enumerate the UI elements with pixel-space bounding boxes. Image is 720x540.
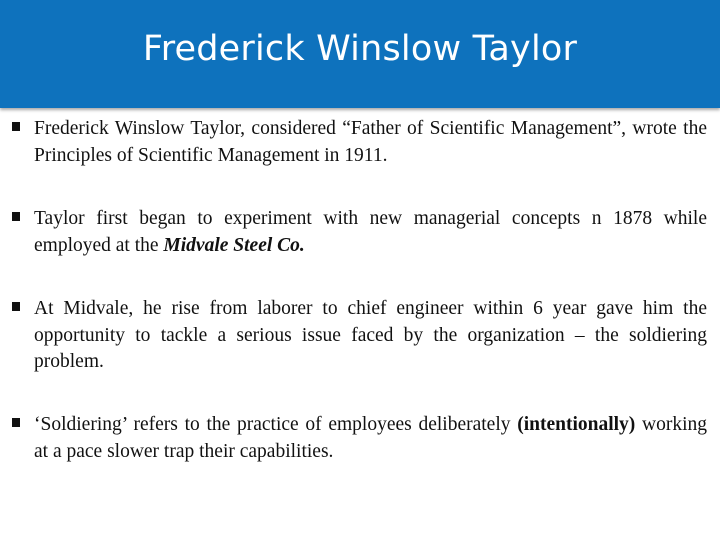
square-bullet-icon — [12, 418, 20, 427]
bullet-text-part: working at a pace slower trap their capabilities. — [34, 414, 707, 462]
company-name-emphasis: Midvale Steel Co. — [163, 234, 305, 256]
square-bullet-icon — [12, 302, 20, 311]
square-bullet-icon — [12, 212, 20, 221]
bullet-text-part: ‘Soldiering’ refers to the practice of employees deliberately — [34, 414, 518, 435]
bullet-text: At Midvale, he rise from laborer to chief engineer within 6 year gave him the opportunity to tackle a serious issue faced by the organization – the soldiering problem. — [34, 298, 707, 372]
square-bullet-icon — [12, 122, 20, 131]
intentionally-emphasis: (intentionally) — [517, 414, 636, 435]
bullet-text — [34, 412, 707, 465]
bullet-text — [34, 206, 707, 259]
bullet-text-part: Taylor first began to experiment with new managerial concepts n 1878 while employed at the — [34, 208, 707, 256]
bullet-text: Frederick Winslow Taylor, considered “Father of Scientific Management”, wrote the Principles of Scientific Management in 1911. — [34, 118, 707, 166]
slide-title: Frederick Winslow Taylor — [142, 29, 578, 69]
